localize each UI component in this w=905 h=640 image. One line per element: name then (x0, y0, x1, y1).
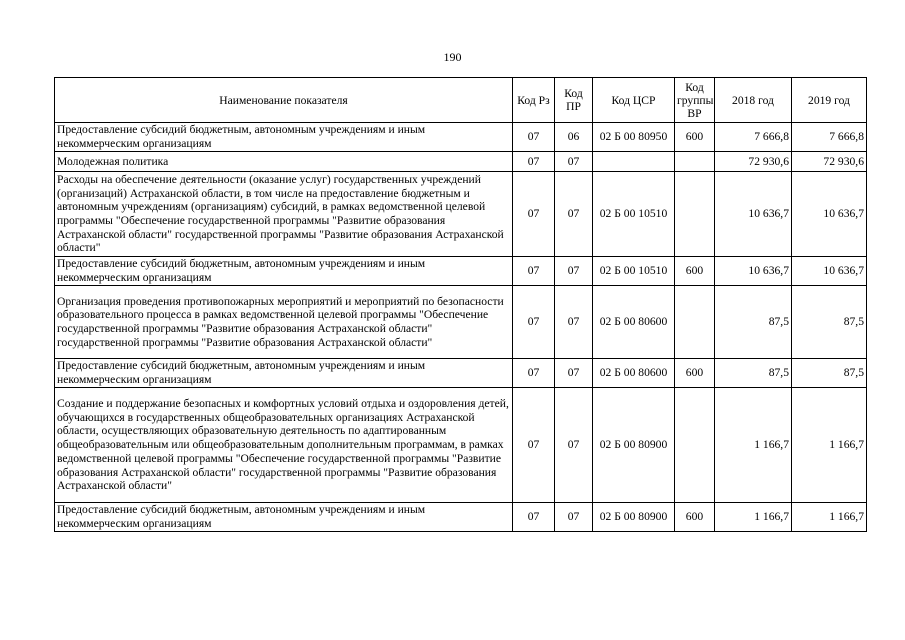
table-row (55, 286, 867, 359)
cell-rz: 07 (513, 359, 555, 388)
cell-pr: 07 (555, 152, 593, 172)
table-row (55, 152, 867, 172)
cell-vr: 600 (675, 359, 715, 388)
cell-rz: 07 (513, 257, 555, 286)
cell-pr: 07 (555, 172, 593, 257)
cell-rz: 07 (513, 123, 555, 152)
cell-2018: 87,5 (715, 286, 792, 359)
cell-csr: 02 Б 00 80950 (593, 123, 675, 152)
cell-2019: 10 636,7 (792, 172, 867, 257)
cell-vr: 600 (675, 257, 715, 286)
header-csr: Код ЦСР (593, 78, 675, 123)
budget-table (54, 77, 867, 532)
cell-csr (593, 152, 675, 172)
cell-csr: 02 Б 00 80600 (593, 286, 675, 359)
cell-name: Расходы на обеспечение деятельности (оказание услуг) государственных учреждений (организаций) Астраханской области, в том числе на предоставление бюджетным и автономным учреждениям (организациям) субсидий, в рамках ведомственной целевой программы "Обеспечение государственной программы "Развитие образования Астраханской области" государственной программы "Развитие образования Астраханской области" (55, 172, 513, 257)
cell-csr: 02 Б 00 10510 (593, 257, 675, 286)
cell-vr (675, 152, 715, 172)
cell-pr: 07 (555, 286, 593, 359)
cell-csr: 02 Б 00 80600 (593, 359, 675, 388)
page-number: 190 (443, 50, 462, 64)
cell-csr: 02 Б 00 10510 (593, 172, 675, 257)
cell-pr: 07 (555, 257, 593, 286)
cell-2019: 1 166,7 (792, 503, 867, 532)
cell-2019: 87,5 (792, 359, 867, 388)
cell-vr (675, 172, 715, 257)
cell-pr: 07 (555, 388, 593, 503)
cell-rz: 07 (513, 172, 555, 257)
cell-name: Предоставление субсидий бюджетным, автономным учреждениям и иным некоммерческим организациям (55, 359, 513, 388)
cell-name: Предоставление субсидий бюджетным, автономным учреждениям и иным некоммерческим организациям (55, 503, 513, 532)
header-pr: Код ПР (555, 78, 593, 123)
cell-2018: 1 166,7 (715, 503, 792, 532)
cell-name: Предоставление субсидий бюджетным, автономным учреждениям и иным некоммерческим организациям (55, 257, 513, 286)
cell-rz: 07 (513, 152, 555, 172)
cell-vr: 600 (675, 503, 715, 532)
header-name: Наименование показателя (55, 78, 513, 123)
cell-rz: 07 (513, 286, 555, 359)
cell-rz: 07 (513, 503, 555, 532)
cell-csr: 02 Б 00 80900 (593, 388, 675, 503)
table-header-row (55, 78, 867, 123)
cell-name: Предоставление субсидий бюджетным, автономным учреждениям и иным некоммерческим организациям (55, 123, 513, 152)
header-2018: 2018 год (715, 78, 792, 123)
cell-name: Создание и поддержание безопасных и комфортных условий отдыха и оздоровления детей, обучающихся в государственных общеобразовательных организациях Астраханской области, осуществляющих образовательную деятельность по адаптированным общеобразовательным или общеобразовательным дополнительным программам, в рамках ведомственной целевой программы "Обеспечение государственной программы "Развитие образования Астраханской области" государственной программы "Развитие образования Астраханской области" (55, 388, 513, 503)
cell-2018: 87,5 (715, 359, 792, 388)
cell-vr (675, 286, 715, 359)
table-row (55, 123, 867, 152)
cell-2019: 10 636,7 (792, 257, 867, 286)
cell-2019: 7 666,8 (792, 123, 867, 152)
cell-name: Организация проведения противопожарных мероприятий и мероприятий по безопасности образовательного процесса в рамках ведомственной целевой программы "Обеспечение государственной программы "Развитие образования Астраханской области" государственной программы "Развитие образования Астраханской области" (55, 286, 513, 359)
table-row (55, 257, 867, 286)
table-row (55, 388, 867, 503)
header-vr: Код группы ВР (675, 78, 715, 123)
table-row (55, 503, 867, 532)
cell-pr: 07 (555, 503, 593, 532)
cell-2019: 72 930,6 (792, 152, 867, 172)
cell-2018: 7 666,8 (715, 123, 792, 152)
cell-2019: 87,5 (792, 286, 867, 359)
table-row (55, 172, 867, 257)
cell-2018: 72 930,6 (715, 152, 792, 172)
table-row (55, 359, 867, 388)
cell-name: Молодежная политика (55, 152, 513, 172)
cell-pr: 06 (555, 123, 593, 152)
cell-pr: 07 (555, 359, 593, 388)
cell-rz: 07 (513, 388, 555, 503)
cell-2018: 10 636,7 (715, 172, 792, 257)
header-rz: Код Рз (513, 78, 555, 123)
header-2019: 2019 год (792, 78, 867, 123)
cell-2018: 1 166,7 (715, 388, 792, 503)
cell-vr (675, 388, 715, 503)
cell-2018: 10 636,7 (715, 257, 792, 286)
cell-csr: 02 Б 00 80900 (593, 503, 675, 532)
cell-2019: 1 166,7 (792, 388, 867, 503)
cell-vr: 600 (675, 123, 715, 152)
